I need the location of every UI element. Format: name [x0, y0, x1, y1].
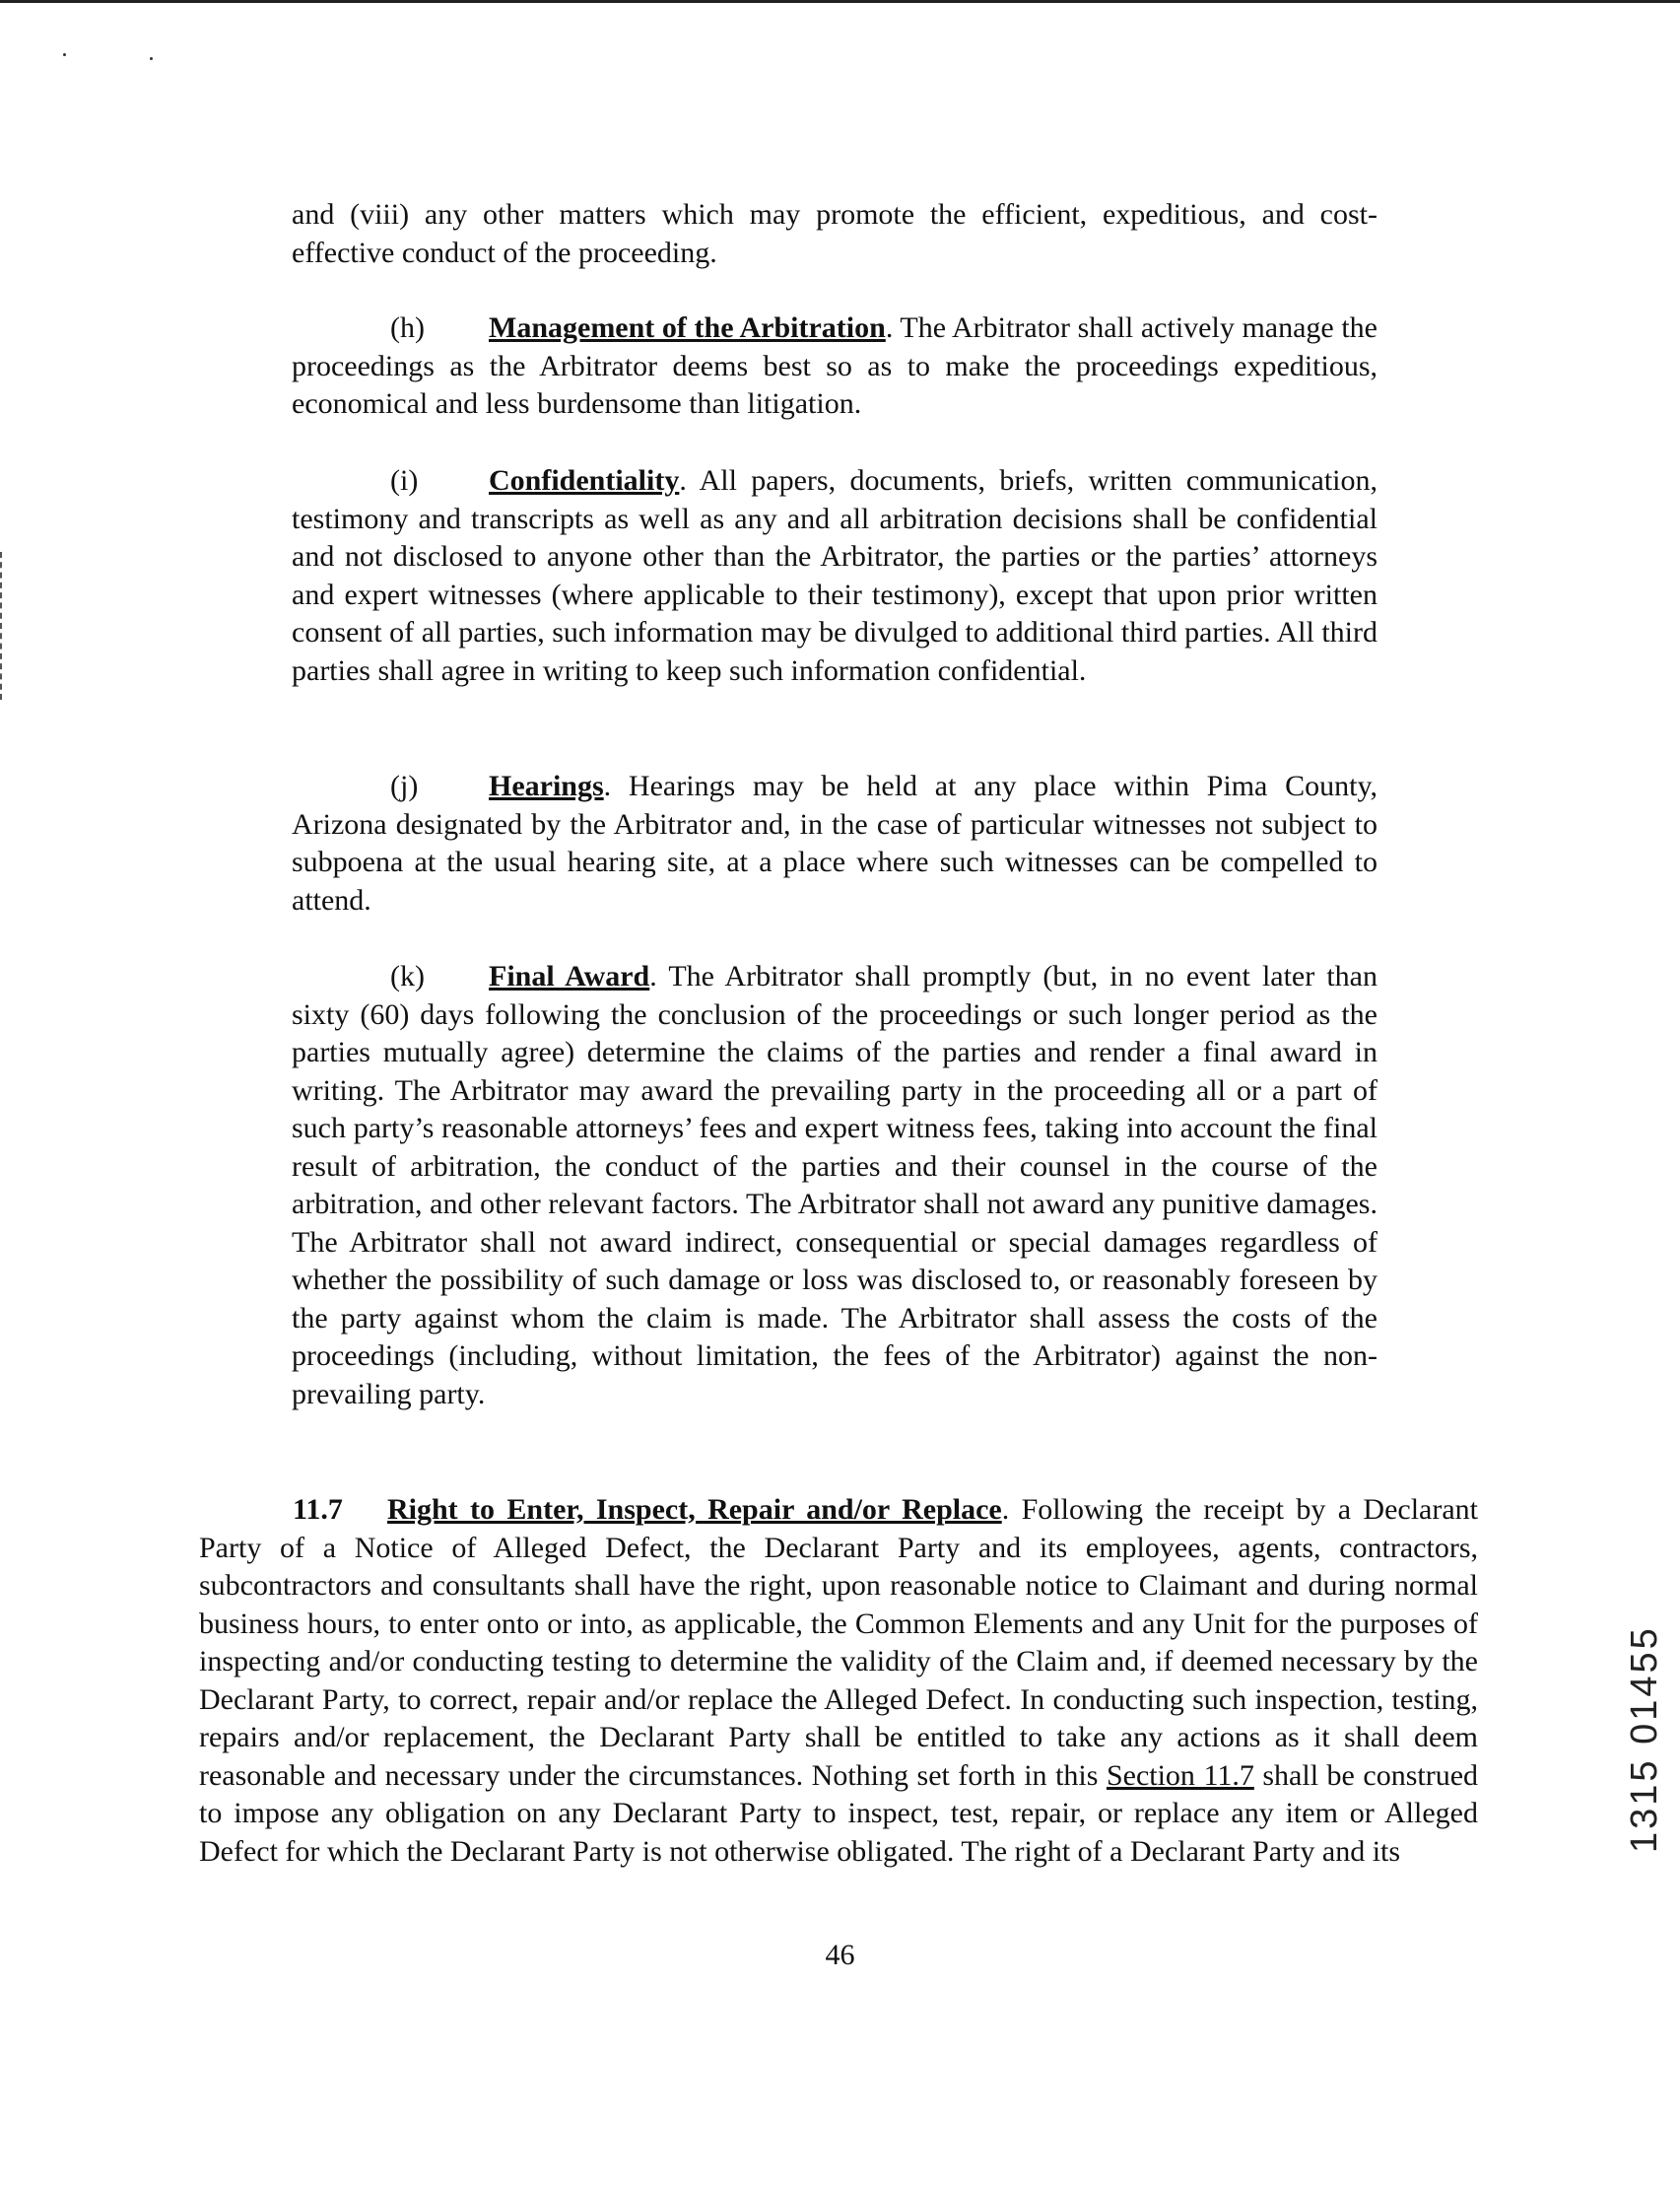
paragraph-h-text: . The Arbitrator shall actively manage the proceedings as the Arbitrator deems best so as to make the proceedings expeditious, economical and less burdensome than litigation.	[292, 311, 1378, 420]
paragraph-k	[292, 958, 1378, 1413]
paragraph-h	[292, 309, 1378, 424]
paragraph-k-text: . The Arbitrator shall promptly (but, in no event later than sixty (60) days following the conclusion of the proceedings or such longer period as the parties mutually agree) determine the claims of the parties and render a final award in writing. The Arbitrator may award the prevailing party in the proceeding all or a part of such party’s reasonable attorneys’ fees and expert witness fees, taking into account the final result of arbitration, the conduct of the parties and their counsel in the course of the arbitration, and other relevant factors. The Arbitrator shall not award any punitive damages. The Arbitrator shall not award indirect, consequential or special damages regardless of whether the possibility of such damage or loss was disclosed to, or reasonably foreseen by the party against whom the claim is made. The Arbitrator shall assess the costs of the proceedings (including, without limitation, the fees of the Arbitrator) against the non-prevailing party.	[292, 960, 1378, 1410]
document-stamp-text: 1315 01455	[1624, 1625, 1665, 1853]
paragraph-g-text: and (viii) any other matters which may promote the efficient, expeditious, and cost-effective conduct of the proceeding.	[292, 198, 1378, 269]
scan-speck	[150, 57, 153, 60]
paragraph-j-label: (j)	[390, 770, 419, 802]
section-11-7	[199, 1491, 1478, 1871]
paragraph-k-heading: Final Award	[489, 960, 650, 992]
scan-speck	[63, 53, 66, 56]
paragraph-h-heading: Management of the Arbitration	[489, 311, 886, 344]
paragraph-h-label: (h)	[390, 311, 425, 344]
paragraph-i	[292, 462, 1378, 690]
paragraph-j-heading: Hearings	[489, 770, 604, 802]
paragraph-j-text: . Hearings may be held at any place within Pima County, Arizona designated by the Arbitrator and, in the case of particular witnesses not subject to subpoena at the usual hearing site, at a place where such witnesses can be compelled to attend.	[292, 770, 1378, 917]
paragraph-i-text: . All papers, documents, briefs, written communication, testimony and transcripts as well as any and all arbitration decisions shall be confidential and not disclosed to anyone other than the Arbitrator, the parties or the parties’ attorneys and expert witnesses (where applicable to their testimony), except that upon prior written consent of all parties, such information may be divulged to additional third parties. All third parties shall agree in writing to keep such information confidential.	[292, 464, 1378, 687]
paragraph-j	[292, 768, 1378, 920]
section-11-7-number: 11.7	[293, 1493, 343, 1526]
page-number: 46	[825, 1939, 855, 1971]
section-11-7-text-a: . Following the receipt by a Declarant Party of a Notice of Alleged Defect, the Declarant Party and its employees, agents, contractors, subcontractors and consultants shall have the right, upon reasonable notice to Claimant and during normal business hours, to enter onto or into, as applicable, the Common Elements and any Unit for the purposes of inspecting and/or conducting testing to determine the validity of the Claim and, if deemed necessary by the Declarant Party, to correct, repair and/or replace the Alleged Defect. In conducting such inspection, testing, repairs and/or replacement, the Declarant Party shall be entitled to take any actions as it shall deem reasonable and necessary under the circumstances. Nothing set forth in this	[199, 1493, 1478, 1792]
paragraph-i-heading: Confidentiality	[489, 464, 680, 497]
paragraph-i-label: (i)	[390, 464, 419, 497]
document-stamp	[1596, 1567, 1665, 1853]
scan-left-edge-mark	[0, 552, 5, 700]
scan-top-edge	[0, 0, 1680, 3]
section-11-7-text-b: shall be construed to impose any obligation on any Declarant Party to inspect, test, repair, or replace any item or Alleged Defect for which the Declarant Party is not otherwise obligated. The right of a Declarant Party and its	[199, 1758, 1479, 1868]
section-11-7-reference-link[interactable]: Section 11.7	[1106, 1758, 1254, 1792]
paragraph-g-continuation	[292, 196, 1378, 272]
paragraph-k-label: (k)	[390, 960, 425, 992]
section-11-7-heading: Right to Enter, Inspect, Repair and/or Replace	[387, 1493, 1002, 1526]
